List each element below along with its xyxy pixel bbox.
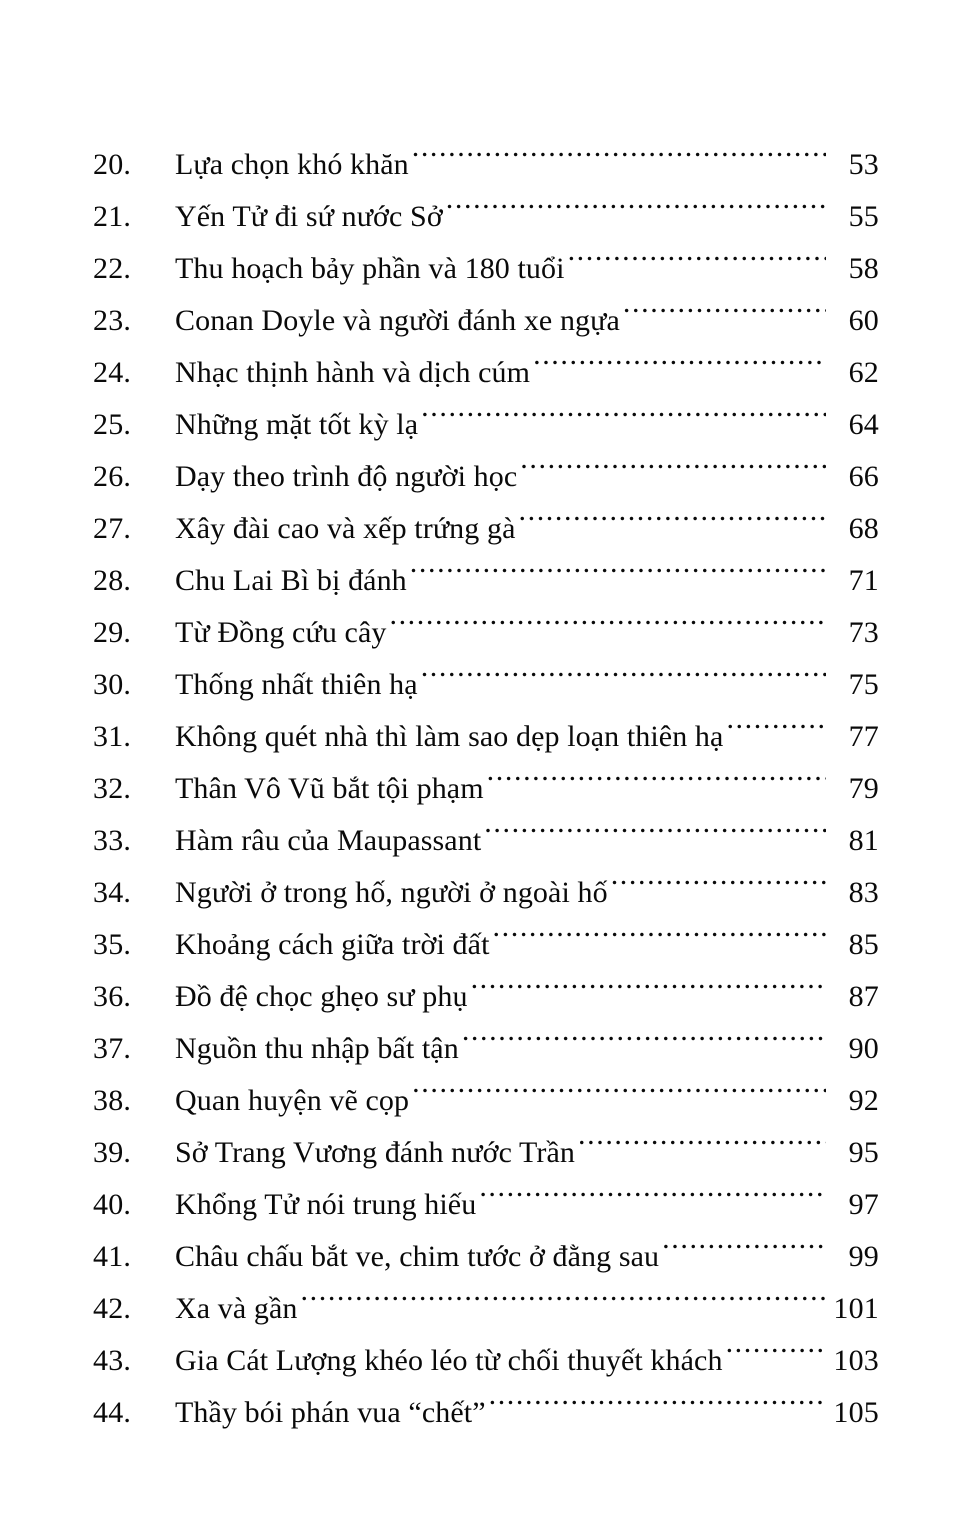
toc-entry[interactable] <box>93 451 879 503</box>
toc-entry[interactable] <box>93 139 879 191</box>
toc-entry-title: Xa và gần <box>175 1292 298 1325</box>
toc-entry-title: Sở Trang Vương đánh nước Trần <box>175 1136 576 1169</box>
toc-entry[interactable] <box>93 867 879 919</box>
toc-leader-dots <box>487 768 826 798</box>
toc-leader-dots <box>446 196 826 226</box>
toc-leader-dots <box>533 352 826 382</box>
toc-leader-dots <box>479 1184 826 1214</box>
toc-entry-number: 29. <box>93 616 132 649</box>
toc-entry-number: 23. <box>93 304 132 337</box>
toc-leader-dots <box>662 1236 826 1266</box>
toc-entry-title: Khổng Tử nói trung hiếu <box>175 1188 477 1221</box>
toc-entry-page-number: 105 <box>833 1396 879 1429</box>
toc-entry-page-number: 60 <box>848 304 879 337</box>
toc-entry-page-number: 101 <box>833 1292 879 1325</box>
toc-leader-dots <box>489 1392 826 1422</box>
toc-entry-title: Châu chấu bắt ve, chim tước ở đằng sau <box>175 1240 660 1273</box>
toc-entry-number: 22. <box>93 252 132 285</box>
toc-entry-page-number: 97 <box>848 1188 879 1221</box>
toc-entry-title: Thu hoạch bảy phần và 180 tuổi <box>175 252 565 285</box>
toc-entry-page-number: 99 <box>848 1240 879 1273</box>
toc-leader-dots <box>493 924 826 954</box>
toc-entry[interactable] <box>93 919 879 971</box>
toc-entry-page-number: 79 <box>848 772 879 805</box>
toc-entry-page-number: 58 <box>848 252 879 285</box>
toc-entry-title: Người ở trong hố, người ở ngoài hố <box>175 876 608 909</box>
toc-entry-number: 36. <box>93 980 132 1013</box>
toc-entry-number: 32. <box>93 772 132 805</box>
toc-entry-number: 41. <box>93 1240 132 1273</box>
toc-entry-number: 35. <box>93 928 132 961</box>
toc-leader-dots <box>389 612 826 642</box>
toc-entry-title: Dạy theo trình độ người học <box>175 460 518 493</box>
toc-entry-title: Khoảng cách giữa trời đất <box>175 928 490 961</box>
toc-entry[interactable] <box>93 1231 879 1283</box>
toc-entry-number: 30. <box>93 668 132 701</box>
toc-entry-title: Yến Tử đi sứ nước Sở <box>175 200 443 233</box>
toc-entry[interactable] <box>93 503 879 555</box>
toc-entry-title: Nhạc thịnh hành và dịch cúm <box>175 356 531 389</box>
toc-leader-dots <box>623 300 826 330</box>
toc-entry-title: Xây đài cao và xếp trứng gà <box>175 512 516 545</box>
toc-entry-page-number: 71 <box>848 564 879 597</box>
toc-entry[interactable] <box>93 399 879 451</box>
toc-entry-page-number: 66 <box>848 460 879 493</box>
toc-leader-dots <box>484 820 826 850</box>
toc-entry-page-number: 53 <box>848 148 879 181</box>
toc-entry[interactable] <box>93 1387 879 1439</box>
toc-entry-number: 38. <box>93 1084 132 1117</box>
toc-entry-page-number: 81 <box>848 824 879 857</box>
toc-entry-page-number: 83 <box>848 876 879 909</box>
toc-entry-title: Gia Cát Lượng khéo léo từ chối thuyết khách <box>175 1344 723 1377</box>
toc-entry[interactable] <box>93 191 879 243</box>
toc-entry-number: 34. <box>93 876 132 909</box>
toc-entry-title: Không quét nhà thì làm sao dẹp loạn thiên hạ <box>175 720 724 753</box>
toc-entry-page-number: 92 <box>848 1084 879 1117</box>
toc-entry-title: Quan huyện vẽ cọp <box>175 1084 410 1117</box>
toc-entry-number: 26. <box>93 460 132 493</box>
toc-entry-page-number: 85 <box>848 928 879 961</box>
toc-entry-number: 43. <box>93 1344 132 1377</box>
toc-entry-title: Từ Đồng cứu cây <box>175 616 387 649</box>
toc-leader-dots <box>301 1288 826 1318</box>
toc-leader-dots <box>471 976 826 1006</box>
toc-entry[interactable] <box>93 971 879 1023</box>
toc-entry-page-number: 75 <box>848 668 879 701</box>
toc-entry-page-number: 103 <box>833 1344 879 1377</box>
toc-entry[interactable] <box>93 1127 879 1179</box>
toc-entry-title: Những mặt tốt kỳ lạ <box>175 408 419 441</box>
toc-entry[interactable] <box>93 555 879 607</box>
toc-entry-page-number: 62 <box>848 356 879 389</box>
toc-entry-number: 25. <box>93 408 132 441</box>
toc-entry-title: Chu Lai Bì bị đánh <box>175 564 407 597</box>
toc-leader-dots <box>726 716 826 746</box>
toc-entry-page-number: 73 <box>848 616 879 649</box>
toc-entry[interactable] <box>93 1283 879 1335</box>
toc-entry-number: 24. <box>93 356 132 389</box>
toc-entry-title: Thầy bói phán vua “chết” <box>175 1396 486 1429</box>
toc-entry-number: 21. <box>93 200 132 233</box>
toc-entry-title: Thống nhất thiên hạ <box>175 668 418 701</box>
toc-entry-number: 28. <box>93 564 132 597</box>
toc-entry-title: Thân Vô Vũ bắt tội phạm <box>175 772 484 805</box>
toc-entry-title: Nguồn thu nhập bất tận <box>175 1032 459 1065</box>
toc-entry-page-number: 77 <box>848 720 879 753</box>
table-of-contents-list <box>93 139 879 1439</box>
toc-entry[interactable] <box>93 815 879 867</box>
toc-entry-number: 39. <box>93 1136 132 1169</box>
toc-entry-title: Lựa chọn khó khăn <box>175 148 409 181</box>
toc-entry-page-number: 55 <box>848 200 879 233</box>
toc-leader-dots <box>519 508 827 538</box>
toc-entry-title: Đồ đệ chọc ghẹo sư phụ <box>175 980 468 1013</box>
toc-entry-number: 40. <box>93 1188 132 1221</box>
toc-entry-title: Conan Doyle và người đánh xe ngựa <box>175 304 620 337</box>
toc-entry-number: 37. <box>93 1032 132 1065</box>
toc-entry-number: 42. <box>93 1292 132 1325</box>
toc-leader-dots <box>421 664 826 694</box>
toc-entry[interactable] <box>93 295 879 347</box>
toc-entry-number: 20. <box>93 148 132 181</box>
toc-leader-dots <box>726 1340 826 1370</box>
toc-leader-dots <box>410 560 826 590</box>
toc-entry[interactable] <box>93 243 879 295</box>
toc-leader-dots <box>421 404 826 434</box>
toc-entry-page-number: 90 <box>848 1032 879 1065</box>
toc-leader-dots <box>412 144 826 174</box>
toc-leader-dots <box>412 1080 826 1110</box>
toc-entry[interactable] <box>93 711 879 763</box>
toc-leader-dots <box>611 872 826 902</box>
toc-entry-page-number: 64 <box>848 408 879 441</box>
toc-entry[interactable] <box>93 1179 879 1231</box>
toc-entry[interactable] <box>93 1335 879 1387</box>
toc-leader-dots <box>568 248 826 278</box>
toc-entry[interactable] <box>93 1023 879 1075</box>
toc-entry-number: 27. <box>93 512 132 545</box>
toc-entry[interactable] <box>93 659 879 711</box>
toc-leader-dots <box>520 456 826 486</box>
toc-entry-page-number: 87 <box>848 980 879 1013</box>
toc-entry[interactable] <box>93 347 879 399</box>
toc-entry[interactable] <box>93 607 879 659</box>
toc-entry-page-number: 95 <box>848 1136 879 1169</box>
toc-entry[interactable] <box>93 763 879 815</box>
toc-entry-page-number: 68 <box>848 512 879 545</box>
toc-entry[interactable] <box>93 1075 879 1127</box>
toc-leader-dots <box>462 1028 826 1058</box>
toc-entry-title: Hàm râu của Maupassant <box>175 824 482 857</box>
toc-entry-number: 44. <box>93 1396 132 1429</box>
toc-leader-dots <box>578 1132 826 1162</box>
toc-entry-number: 33. <box>93 824 132 857</box>
toc-entry-number: 31. <box>93 720 132 753</box>
